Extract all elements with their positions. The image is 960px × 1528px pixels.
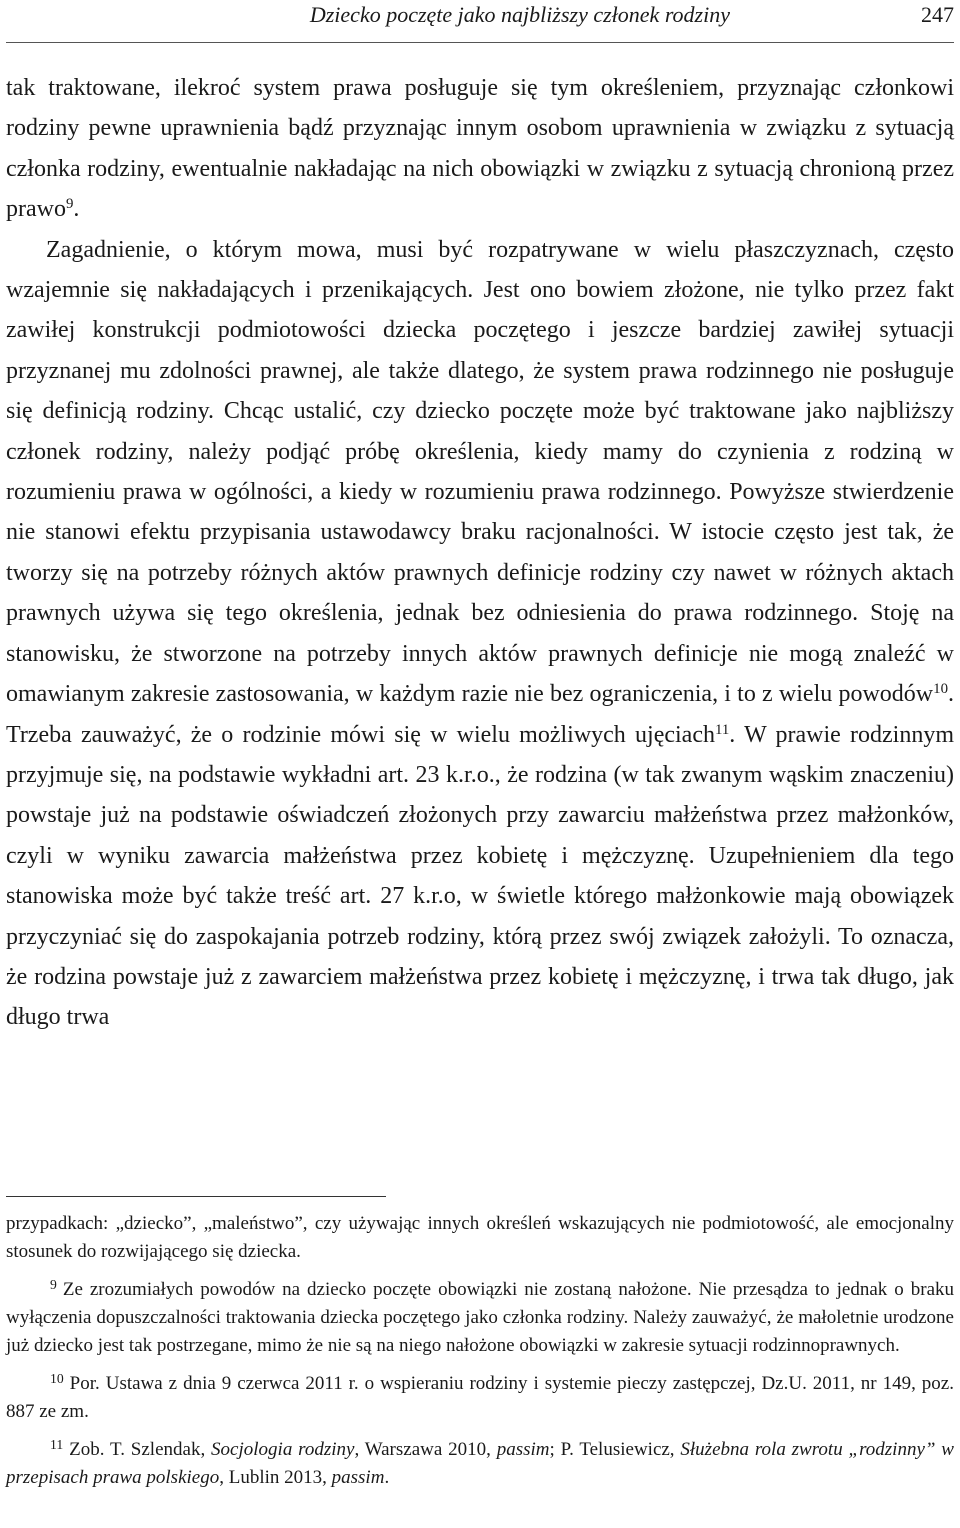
footnote-text: . <box>384 1467 390 1488</box>
paragraph-text: . W prawie rodzinnym przyjmuje się, na podstawie wykładni art. 23 k.r.o., że rodzina (w tak zwanym wąskim znaczeniu) powstaje już na podstawie oświadczeń złożonych przy zawarciu małżeństwa przez małżonków, czyli w wyniku zawarcia małżeństwa przez kobietę i mężczyznę. Uzupełnieniem dla tego stanowiska może być także treść art. 27 k.r.o, w świetle którego małżonkowie mają obowiązek przyczyniać się do zaspokajania potrzeb rodziny, którą przez swój związek założyli. To oznacza, że rodzina powstaje już z zawarciem małżeństwa przez kobietę i mężczyznę, i trwa tak długo, jak długo trwa <box>6 721 954 1031</box>
passim-term: passim <box>331 1467 385 1488</box>
footnote-continuation: przypadkach: „dziecko”, „maleństwo”, czy używając innych określeń wskazujących nie podmiotowość, ale emocjonalny stosunek do rozwijającego się dziecka. <box>6 1213 954 1262</box>
paragraph-text: tak traktowane, ilekroć system prawa posługuje się tym określeniem, przyznając członkowi rodziny pewne uprawnienia bądź przyznając innym osobom uprawnienia w związku z sytuacją członka rodziny, ewentualnie nakładając na nich obowiązki w związku z sytuacją chronioną przez prawo <box>6 75 954 223</box>
footnote-text: Por. Ustawa z dnia 9 czerwca 2011 r. o wspieraniu rodziny i systemie pieczy zastępczej, Dz.U. 2011, nr 149, poz. 887 ze zm. <box>6 1373 954 1422</box>
paragraph-1 <box>6 68 954 230</box>
footnote-text: , Lublin 2013, <box>219 1467 332 1488</box>
paragraph-2 <box>6 230 954 1038</box>
header-rule <box>6 42 954 43</box>
footnote-rule <box>6 1196 386 1197</box>
page-number: 247 <box>921 2 954 27</box>
footnote-text: ; P. Telusiewicz, <box>549 1439 681 1460</box>
footnote-11 <box>6 1436 954 1492</box>
footnotes <box>6 1210 954 1492</box>
paragraph-text: . Trzeba zauważyć, że o rodzinie mówi się w wielu możliwych ujęciach <box>6 681 954 748</box>
footnote-text: Ze zrozumiałych powodów na dziecko poczęte obowiązki nie zostaną nałożone. Nie przesądza to jednak o braku wyłączenia dopuszczalności traktowania dziecka poczętego jako członka rodziny. Należy zauważyć, że małoletnie urodzone już dziecko jest tak postrzegane, mimo że nie są na niego nałożone obowiązki w zakresie sytuacji rodzinnoprawnych. <box>6 1279 954 1356</box>
book-title: Socjologia rodziny <box>211 1439 355 1460</box>
article-title: Służebna rola zwrotu „rodzinny” w przepisach prawa polskiego <box>6 1439 954 1488</box>
footnote-ref-10[interactable]: 10 <box>933 680 948 697</box>
footnote-9 <box>6 1276 954 1360</box>
footnote-number: 11 <box>50 1436 64 1452</box>
passim-term: passim <box>496 1439 550 1460</box>
paragraph-text: Zagadnienie, o którym mowa, musi być rozpatrywane w wielu płaszczyznach, często wzajemnie się nakładających i przenikających. Jest ono bowiem złożone, nie tylko przez fakt zawiłej konstrukcji podmiotowości dziecka poczętego i jeszcze bardziej zawiłej sytuacji przyznanej mu zdolności prawnej, ale także dlatego, że system prawa rodzinnego nie posługuje się definicją rodziny. Chcąc ustalić, czy dziecko poczęte może być traktowane jako najbliższy członek rodziny, należy podjąć próbę określenia, kiedy mamy do czynienia z rodziną w rozumieniu prawa w ogólności, a kiedy w rozumieniu prawa rodzinnego. Powyższe stwierdzenie nie stanowi efektu przypisania ustawodawcy braku racjonalności. W istocie często jest tak, że tworzy się na potrzeby różnych aktów prawnych definicje rodziny czy nawet w różnych aktach prawnych używa się tego określenia, jednak bez odniesienia do prawa rodzinnego. Stoję na stanowisku, że stworzone na potrzeby innych aktów prawnych definicje nie mogą znaleźć w omawianym zakresie zastosowania, w każdym razie nie bez ograniczenia, i to z wielu powodów <box>6 236 954 708</box>
running-header <box>6 0 954 30</box>
footnote-ref-9[interactable]: 9 <box>65 196 74 213</box>
footnote-number: 10 <box>50 1370 64 1386</box>
main-text <box>6 68 954 1038</box>
running-title: Dziecko poczęte jako najbliższy członek rodziny <box>309 2 730 27</box>
paragraph-text: . <box>73 196 80 223</box>
footnote-text: , Warszawa 2010, <box>354 1439 497 1460</box>
footnote-10 <box>6 1370 954 1426</box>
footnote-number: 9 <box>50 1276 57 1292</box>
footnote-text: Zob. T. Szlendak, <box>69 1439 212 1460</box>
footnote-ref-11[interactable]: 11 <box>714 721 730 738</box>
